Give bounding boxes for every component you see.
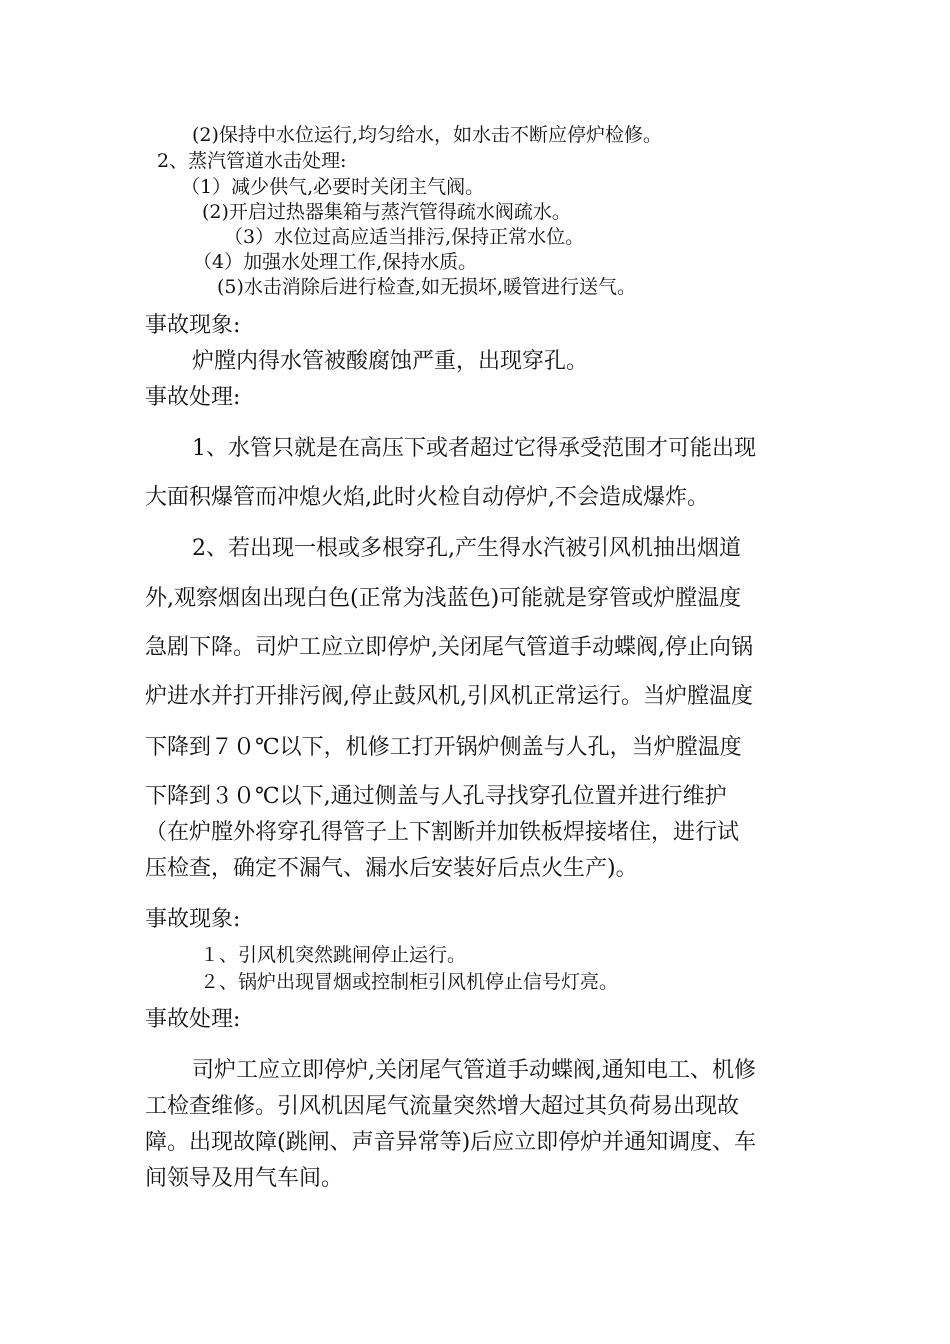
accident1-handling-line: 1、水管只就是在高压下或者超过它得承受范围才可能出现 [192,436,756,461]
accident2-phenomenon-label: 事故现象: [145,907,241,932]
accident1-phenomenon-text: 炉膛内得水管被酸腐蚀严重，出现穿孔。 [192,349,589,374]
accident2-handling-line: 司炉工应立即停炉,关闭尾气管道手动蝶阀,通知电工、机修 [192,1058,756,1083]
accident1-handling-line: 炉进水并打开排污阀,停止鼓风机,引风机正常运行。当炉膛温度 [145,684,753,709]
accident2-handling-label: 事故处理: [145,1007,241,1032]
accident1-phenomenon-label: 事故现象: [145,313,241,338]
accident1-handling-line: 下降到７０℃以下，机修工打开锅炉侧盖与人孔，当炉膛温度 [145,735,742,760]
accident2-handling-line: 工检查维修。引风机因尾气流量突然增大超过其负荷易出现故 [145,1094,740,1119]
accident2-handling-line: 障。出现故障(跳闸、声音异常等)后应立即停炉并通知调度、车 [145,1130,757,1155]
steam-hammer-step-1: （1）减少供气,必要时关闭主气阀。 [181,176,485,198]
accident1-handling-line: 下降到３０℃以下,通过侧盖与人孔寻找穿孔位置并进行维护 [145,784,727,809]
steam-hammer-step-4: （4）加强水处理工作,保持水质。 [193,251,478,273]
accident1-handling-line: 2、若出现一根或多根穿孔,产生得水汽被引风机抽出烟道 [192,536,741,561]
accident2-phenomenon-item: ２、锅炉出现冒烟或控制柜引风机停止信号灯亮。 [200,971,619,993]
accident1-handling-line: 外,观察烟囱出现白色(正常为浅蓝色)可能就是穿管或炉膛温度 [145,586,742,611]
accident1-handling-line: 急剧下降。司炉工应立即停炉,关闭尾气管道手动蝶阀,停止向锅 [145,635,753,660]
steam-hammer-step-3: （3）水位过高应适当排污,保持正常水位。 [224,226,585,248]
accident2-handling-line: 间领导及用气车间。 [145,1166,344,1191]
steam-hammer-step-2: (2)开启过热器集箱与蒸汽管得疏水阀疏水。 [202,201,571,223]
accident1-handling-label: 事故处理: [145,385,241,410]
accident1-handling-line: （在炉膛外将穿孔得管子上下割断并加铁板焊接堵住，进行试 [145,820,740,845]
steam-hammer-item2-previous: (2)保持中水位运行,均匀给水，如水击不断应停炉检修。 [192,124,662,146]
accident1-handling-line: 大面积爆管而冲熄火焰,此时火检自动停炉,不会造成爆炸。 [145,485,709,510]
accident1-handling-line: 压检查，确定不漏气、漏水后安装好后点火生产)。 [145,856,638,881]
accident2-phenomenon-item: １、引风机突然跳闸停止运行。 [200,944,467,966]
steam-hammer-heading: 2、蒸汽管道水击处理: [157,150,347,172]
steam-hammer-step-5: (5)水击消除后进行检查,如无损坏,暖管进行送气。 [217,276,636,298]
